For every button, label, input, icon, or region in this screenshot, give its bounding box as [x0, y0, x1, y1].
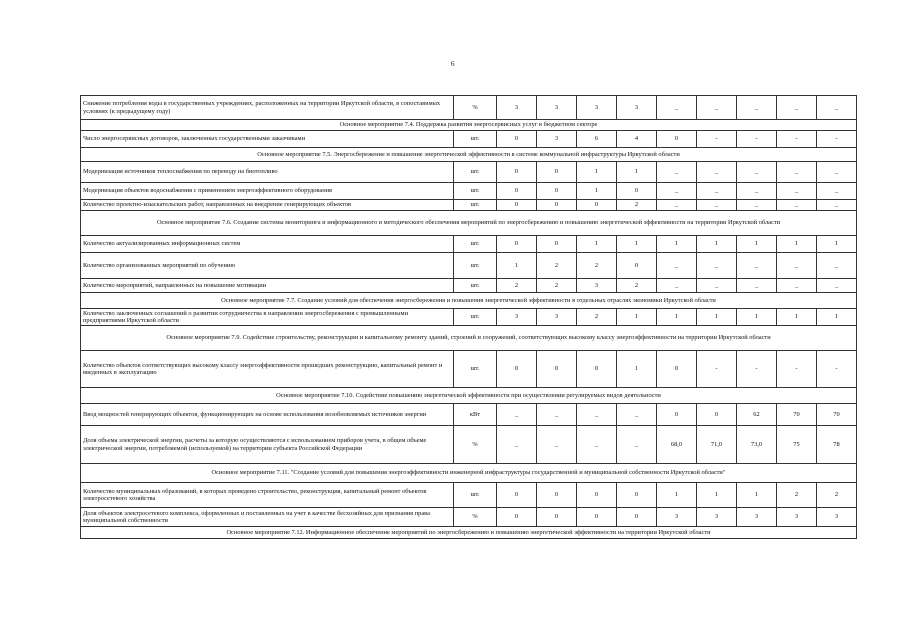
value-cell: _: [737, 162, 777, 183]
unit-cell: шт.: [454, 162, 497, 183]
value-cell: _: [617, 404, 657, 426]
table-row: [81, 253, 857, 279]
value-cell: 1: [817, 309, 857, 326]
value-cell: _: [777, 253, 817, 279]
value-cell: 0: [537, 351, 577, 388]
table-row: [81, 183, 857, 200]
value-cell: _: [697, 279, 737, 293]
section-row: [81, 148, 857, 162]
value-cell: 0: [697, 404, 737, 426]
value-cell: 0: [497, 162, 537, 183]
value-cell: -: [817, 131, 857, 148]
value-cell: _: [777, 200, 817, 211]
value-cell: 68,0: [657, 426, 697, 464]
value-cell: -: [777, 131, 817, 148]
value-cell: 0: [577, 351, 617, 388]
unit-cell: шт.: [454, 131, 497, 148]
value-cell: _: [697, 200, 737, 211]
value-cell: 62: [737, 404, 777, 426]
indicators-table: [80, 95, 857, 539]
indicator-label: Количество проектно-изыскательских работ, направленных на внедрение генерирующих объектов: [81, 200, 454, 211]
value-cell: 0: [657, 131, 697, 148]
value-cell: _: [817, 200, 857, 211]
value-cell: _: [657, 200, 697, 211]
value-cell: 1: [737, 483, 777, 508]
value-cell: 78: [817, 426, 857, 464]
value-cell: 70: [777, 404, 817, 426]
indicator-label: Доля объектов электросетевого комплекса, оформленных и поставленных на учет в качестве бесхозяйных для признания права муниципальной собственности: [81, 508, 454, 527]
table-row: [81, 279, 857, 293]
value-cell: 3: [577, 279, 617, 293]
value-cell: -: [697, 131, 737, 148]
value-cell: 2: [617, 279, 657, 293]
value-cell: 0: [617, 253, 657, 279]
unit-cell: шт.: [454, 236, 497, 253]
value-cell: _: [657, 162, 697, 183]
value-cell: _: [657, 96, 697, 120]
value-cell: _: [777, 96, 817, 120]
value-cell: 3: [497, 96, 537, 120]
value-cell: 0: [537, 183, 577, 200]
value-cell: 3: [777, 508, 817, 527]
value-cell: -: [817, 351, 857, 388]
unit-cell: %: [454, 96, 497, 120]
section-row: [81, 120, 857, 131]
value-cell: _: [697, 183, 737, 200]
value-cell: _: [697, 162, 737, 183]
value-cell: -: [737, 131, 777, 148]
value-cell: 1: [577, 236, 617, 253]
value-cell: 0: [497, 183, 537, 200]
table-row: [81, 426, 857, 464]
unit-cell: %: [454, 426, 497, 464]
value-cell: 2: [577, 309, 617, 326]
value-cell: 0: [497, 236, 537, 253]
indicator-label: Модернизация объектов водоснабжения с применением энергоэффективного оборудования: [81, 183, 454, 200]
value-cell: 0: [497, 351, 537, 388]
table-row: [81, 508, 857, 527]
section-title: Основное мероприятие 7.9. Содействие строительству, реконструкции и капитальному ремонту зданий, строений и сооружений, соответствующих высокому классу энергоэффективности на территории Иркутской области: [81, 326, 857, 351]
table-row: [81, 351, 857, 388]
indicator-label: Число энергосервисных договоров, заключенных государственными заказчиками: [81, 131, 454, 148]
value-cell: 0: [617, 183, 657, 200]
value-cell: _: [697, 96, 737, 120]
value-cell: 1: [577, 162, 617, 183]
value-cell: 0: [537, 200, 577, 211]
value-cell: 0: [497, 200, 537, 211]
value-cell: _: [737, 253, 777, 279]
value-cell: _: [817, 253, 857, 279]
section-title: Основное мероприятие 7.7. Создание условий для обеспечения энергосбережения и повышения энергетической эффективности в отдельных отраслях экономики Иркутской области: [81, 293, 857, 309]
indicator-label: Снижение потребления воды в государственных учреждениях, расположенных на территории Иркутской области, в сопоставимых условиях (к предыдущему году): [81, 96, 454, 120]
value-cell: 3: [617, 96, 657, 120]
value-cell: 73,0: [737, 426, 777, 464]
value-cell: 0: [617, 508, 657, 527]
value-cell: 3: [737, 508, 777, 527]
value-cell: _: [577, 426, 617, 464]
value-cell: 1: [697, 236, 737, 253]
value-cell: 3: [537, 131, 577, 148]
value-cell: 2: [577, 253, 617, 279]
value-cell: _: [817, 162, 857, 183]
table-row: [81, 483, 857, 508]
value-cell: 0: [577, 508, 617, 527]
indicator-label: Количество муниципальных образований, в которых проведено строительство, реконструкция, капитальный ремонт объектов электросетевого хозяйства: [81, 483, 454, 508]
value-cell: 75: [777, 426, 817, 464]
section-row: [81, 326, 857, 351]
value-cell: 0: [537, 483, 577, 508]
value-cell: _: [817, 96, 857, 120]
unit-cell: шт.: [454, 183, 497, 200]
value-cell: _: [817, 279, 857, 293]
section-row: [81, 464, 857, 483]
value-cell: _: [497, 426, 537, 464]
unit-cell: кВт: [454, 404, 497, 426]
value-cell: 1: [777, 309, 817, 326]
value-cell: 0: [657, 404, 697, 426]
value-cell: 1: [577, 183, 617, 200]
indicator-label: Количество заключенных соглашений о развитии сотрудничества в направлении энергосбережения с промышленными предприятиями Иркутской области: [81, 309, 454, 326]
value-cell: 3: [537, 96, 577, 120]
value-cell: -: [697, 351, 737, 388]
indicator-label: Доля объема электрической энергии, расчеты за которую осуществляются с использованием приборов учета, в общем объеме электрической энергии, потребляемой (используемой) на территории субъекта Российской Федерации: [81, 426, 454, 464]
value-cell: 3: [497, 309, 537, 326]
value-cell: _: [817, 183, 857, 200]
value-cell: 0: [577, 200, 617, 211]
value-cell: _: [737, 279, 777, 293]
value-cell: 0: [497, 131, 537, 148]
value-cell: 1: [737, 236, 777, 253]
value-cell: 3: [577, 96, 617, 120]
value-cell: 1: [617, 236, 657, 253]
value-cell: _: [737, 200, 777, 211]
value-cell: 1: [777, 236, 817, 253]
value-cell: 0: [657, 351, 697, 388]
table-row: [81, 131, 857, 148]
table-row: [81, 162, 857, 183]
value-cell: _: [617, 426, 657, 464]
table-row: [81, 404, 857, 426]
value-cell: 1: [657, 483, 697, 508]
value-cell: 0: [497, 483, 537, 508]
unit-cell: шт.: [454, 279, 497, 293]
value-cell: _: [577, 404, 617, 426]
unit-cell: шт.: [454, 200, 497, 211]
value-cell: 1: [697, 483, 737, 508]
page-number: 6: [451, 60, 455, 68]
section-row: [81, 388, 857, 404]
value-cell: 0: [577, 483, 617, 508]
value-cell: 1: [617, 309, 657, 326]
value-cell: 1: [617, 351, 657, 388]
value-cell: 1: [657, 309, 697, 326]
value-cell: 3: [817, 508, 857, 527]
section-row: [81, 293, 857, 309]
value-cell: _: [737, 183, 777, 200]
value-cell: _: [657, 279, 697, 293]
value-cell: -: [737, 351, 777, 388]
unit-cell: шт.: [454, 351, 497, 388]
value-cell: 2: [817, 483, 857, 508]
section-title: Основное мероприятие 7.6. Создание системы мониторинга и информационного и методического обеспечения мероприятий по энергосбережению и повышению энергетической эффективности на территории Иркутской области: [81, 211, 857, 236]
section-title: Основное мероприятие 7.10. Содействие повышению энергетической эффективности при осуществлении регулируемых видов деятельности: [81, 388, 857, 404]
value-cell: 0: [617, 483, 657, 508]
section-title: Основное мероприятие 7.5. Энергосбережение и повышение энергетической эффективности в системе коммунальной инфраструктуры Иркутской области: [81, 148, 857, 162]
indicator-label: Количество организованных мероприятий по обучению: [81, 253, 454, 279]
table-row: [81, 96, 857, 120]
indicator-label: Количество объектов соответствующих высокому классу энергоэффективности прошедших реконструкцию, капитальный ремонт и введенных в эксплуатацию: [81, 351, 454, 388]
value-cell: 4: [617, 131, 657, 148]
value-cell: 0: [537, 508, 577, 527]
value-cell: 2: [777, 483, 817, 508]
value-cell: 0: [497, 508, 537, 527]
table-row: [81, 309, 857, 326]
section-row: [81, 211, 857, 236]
section-title: Основное мероприятие 7.4. Поддержка развития энергосервисных услуг в бюджетном секторе: [81, 120, 857, 131]
value-cell: _: [497, 404, 537, 426]
value-cell: _: [537, 426, 577, 464]
value-cell: 1: [817, 236, 857, 253]
value-cell: 3: [537, 309, 577, 326]
value-cell: 70: [817, 404, 857, 426]
value-cell: 6: [577, 131, 617, 148]
value-cell: 1: [737, 309, 777, 326]
value-cell: _: [777, 279, 817, 293]
section-title: Основное мероприятие 7.12. Информационное обеспечение мероприятий по энергосбережению и повышению энергетической эффективности на территории Иркутской области: [81, 527, 857, 539]
value-cell: _: [537, 404, 577, 426]
section-row: [81, 527, 857, 539]
value-cell: 0: [537, 236, 577, 253]
value-cell: 2: [537, 279, 577, 293]
value-cell: 2: [497, 279, 537, 293]
value-cell: 1: [617, 162, 657, 183]
table-row: [81, 200, 857, 211]
table-row: [81, 236, 857, 253]
unit-cell: шт.: [454, 483, 497, 508]
value-cell: _: [657, 253, 697, 279]
value-cell: _: [777, 183, 817, 200]
value-cell: 2: [617, 200, 657, 211]
value-cell: _: [657, 183, 697, 200]
value-cell: 3: [657, 508, 697, 527]
indicator-label: Модернизация источников теплоснабжения по переводу на биотопливо: [81, 162, 454, 183]
value-cell: 0: [537, 162, 577, 183]
value-cell: 1: [497, 253, 537, 279]
value-cell: 1: [697, 309, 737, 326]
indicator-label: Количество актуализированных информационных систем: [81, 236, 454, 253]
unit-cell: %: [454, 508, 497, 527]
value-cell: 1: [657, 236, 697, 253]
section-title: Основное мероприятие 7.11. "Создание условий для повышения энергоэффективности инженерной инфраструктуры государственной и муниципальной собственности Иркутской области": [81, 464, 857, 483]
indicator-label: Ввод мощностей генерирующих объектов, функционирующих на основе использования возобновляемых источников энергии: [81, 404, 454, 426]
value-cell: _: [777, 162, 817, 183]
value-cell: -: [777, 351, 817, 388]
value-cell: 3: [697, 508, 737, 527]
value-cell: 71,0: [697, 426, 737, 464]
value-cell: _: [737, 96, 777, 120]
unit-cell: шт.: [454, 253, 497, 279]
unit-cell: шт.: [454, 309, 497, 326]
value-cell: _: [697, 253, 737, 279]
indicator-label: Количество мероприятий, направленных на повышение мотивации: [81, 279, 454, 293]
value-cell: 2: [537, 253, 577, 279]
